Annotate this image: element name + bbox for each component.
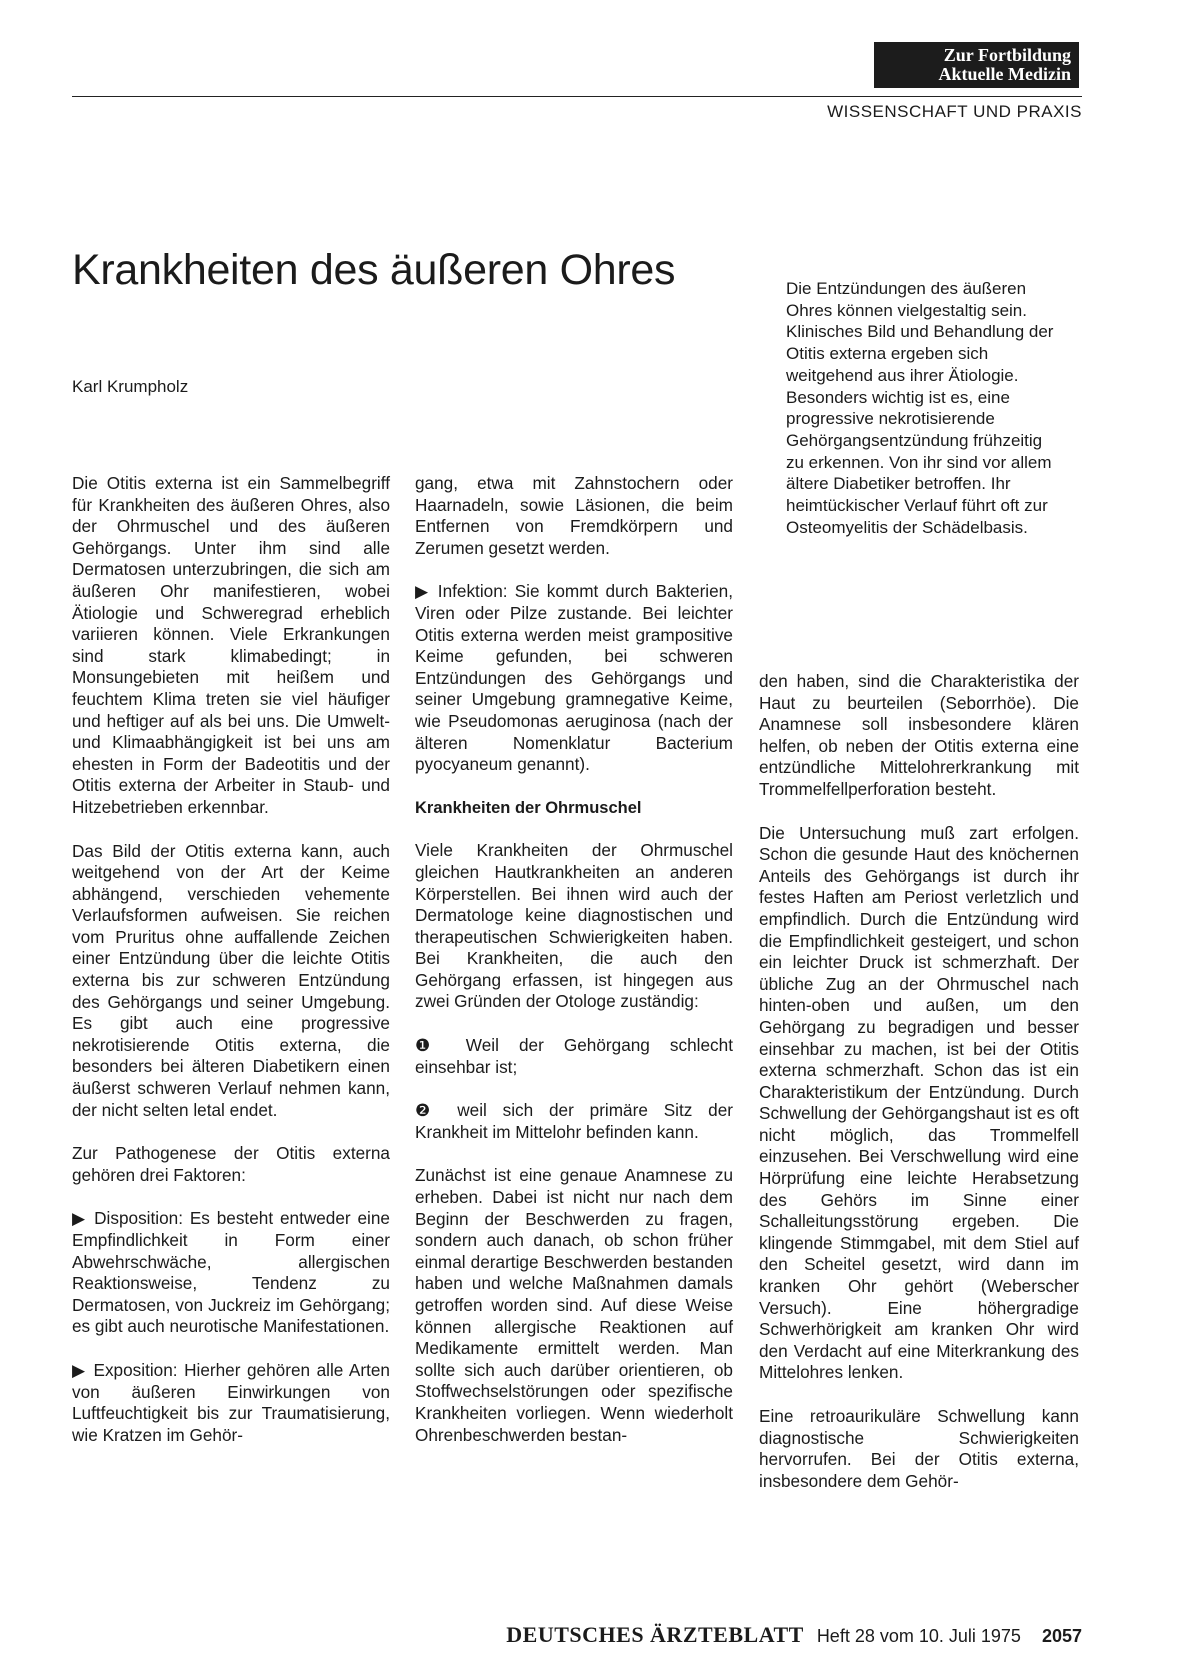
paragraph-text: Exposition: Hierher gehören alle Arten von äußeren Einwirkungen von Luftfeuchtigkeit bis zur Traumatisierung, wie Kratzen im Gehör- <box>72 1359 390 1445</box>
magazine-name: DEUTSCHES ÄRZTEBLATT <box>506 1622 804 1647</box>
text-column-2 <box>415 473 733 1468</box>
list-item-text: weil sich der primäre Sitz der Krankheit im Mittelohr befinden kann. <box>415 1100 733 1142</box>
list-item <box>415 1100 733 1143</box>
text-column-1 <box>72 473 390 1468</box>
list-item <box>415 1035 733 1078</box>
paragraph <box>72 1360 390 1446</box>
badge-line-1: Zur Fortbildung <box>943 45 1071 65</box>
paragraph: Zunächst ist eine genaue Anamnese zu erheben. Dabei ist nicht nur nach dem Beginn der Beschwerden zu fragen, sondern auch danach, ob schon früher einmal derartige Beschwerden bestanden haben und welche Maßnahmen damals getroffen worden sind. Auf diese Weise können allergische Reaktionen auf Medikamente ermittelt werden. Man sollte sich auch darüber orientieren, ob Stoffwechselstörungen oder spezifische Krankheiten vorliegen. Wenn wiederholt Ohrenbeschwerden bestan- <box>415 1165 733 1445</box>
text-column-3 <box>759 671 1079 1514</box>
number-one-icon: ❶ <box>415 1035 446 1056</box>
paragraph: gang, etwa mit Zahnstochern oder Haarnadeln, sowie Läsionen, die beim Entfernen von Fremdkörpern und Zerumen gesetzt werden. <box>415 473 733 558</box>
rubric-badge <box>874 42 1079 88</box>
paragraph <box>415 581 733 775</box>
paragraph-text: Disposition: Es besteht entweder eine Empfindlichkeit in Form einer Abwehrschwäche, allergischen Reaktionsweise, Tendenz zu Dermatosen, von Juckreiz im Gehörgang; es gibt auch neurotische Manifestationen. <box>72 1208 390 1337</box>
page-number: 2057 <box>1041 1626 1082 1646</box>
issue-info: Heft 28 vom 10. Juli 1975 <box>816 1626 1021 1646</box>
triangle-bullet-icon: ▶ <box>415 581 431 602</box>
paragraph: Die Untersuchung muß zart erfolgen. Schon die gesunde Haut des knöchernen Anteils des Gehörgangs ist durch ihr festes Haften am Periost verletzlich und empfindlich. Durch die Entzündung wird die Empfindlichkeit gesteigert, und schon ein leichter Druck ist schmerzhaft. Der übliche Zug an der Ohrmuschel nach hinten-oben und außen, um den Gehörgang zu begradigen und besser einsehbar zu machen, ist bei der Otitis externa schmerzhaft. Schon das ist ein Charakteristikum der Entzündung. Durch Schwellung der Gehörgangshaut ist es oft nicht möglich, das Trommelfell einzusehen. Bei Verschwellung wird eine Hörprüfung eine leichte Herabsetzung des Gehörs im Sinne einer Schalleitungsstörung ergeben. Die klingende Stimmgabel, mit dem Stiel auf den Scheitel gesetzt, wird dann im kranken Ohr gehört (Weberscher Versuch). Eine höhergradige Schwerhörigkeit am kranken Ohr wird den Verdacht auf eine Miterkrankung des Mittelohres lenken. <box>759 822 1079 1383</box>
paragraph: Das Bild der Otitis externa kann, auch weitgehend von der Art der Keime abhängend, verschieden vehemente Verlaufsformen aufweisen. Sie reichen vom Pruritus ohne auffallende Zeichen einer Entzündung über die leichte Otitis externa bis zur schweren Entzündung des Gehörgangs und seiner Umgebung. Es gibt auch eine progressive nekrotisierende Otitis externa, die besonders bei älteren Diabetikern einen äußerst schweren Verlauf nehmen kann, der nicht selten letal endet. <box>72 840 390 1120</box>
paragraph: Viele Krankheiten der Ohrmuschel gleichen Hautkrankheiten an anderen Körperstellen. Bei ihnen wird auch der Dermatologe keine diagnostischen und therapeutischen Schwierigkeiten haben. Bei Krankheiten, die auch den Gehörgang erfassen, ist hingegen aus zwei Gründen der Otologe zuständig: <box>415 840 733 1012</box>
article-author: Karl Krumpholz <box>72 377 189 396</box>
list-item-text: Weil der Gehörgang schlecht einsehbar ist; <box>415 1035 733 1077</box>
section-label: WISSENSCHAFT UND PRAXIS <box>827 102 1082 121</box>
article-title: Krankheiten des äußeren Ohres <box>72 246 676 294</box>
paragraph-text: Infektion: Sie kommt durch Bakterien, Viren oder Pilze zustande. Bei leichter Otitis externa werden meist grampositive Keime gefunden, bei schweren Entzündungen des Gehörgangs und seiner Umgebung gramnegative Keime, wie Pseudomonas aeruginosa (nach der älteren Nomenklatur Bacterium pyocyaneum genannt). <box>415 581 734 775</box>
badge-line-2: Aktuelle Medizin <box>938 64 1071 84</box>
triangle-bullet-icon: ▶ <box>72 1359 87 1380</box>
paragraph <box>72 1208 390 1338</box>
subheading: Krankheiten der Ohrmuschel <box>415 798 642 817</box>
header-rule <box>72 96 1082 97</box>
number-two-icon: ❷ <box>415 1100 442 1121</box>
paragraph: Die Otitis externa ist ein Sammelbegriff für Krankheiten des äußeren Ohres, also der Ohrmuschel und des äußeren Gehörgangs. Unter ihm sind alle Dermatosen unterzubringen, die sich am äußeren Ohr manifestieren, wobei Ätiologie und Schweregrad erheblich variieren können. Viele Erkrankungen sind stark klimabedingt; in Monsungebieten mit heißem und feuchtem Klima treten sie viel häufiger und heftiger auf als bei uns. Die Umwelt- und Klimaabhängigkeit ist bei uns am ehesten in Form der Badeotitis und der Otitis externa der Arbeiter in Staub- und Hitzebetrieben erkennbar. <box>72 473 390 817</box>
page-footer <box>506 1622 1082 1648</box>
paragraph: Eine retroaurikuläre Schwellung kann diagnostische Schwierigkeiten hervorrufen. Bei der Otitis externa, insbesondere dem Gehör- <box>759 1406 1079 1491</box>
paragraph: den haben, sind die Charakteristika der Haut zu beurteilen (Seborrhöe). Die Anamnese soll insbesondere klären helfen, ob neben der Otitis externa eine entzündliche Mittelohrerkrankung mit Trommelfellperforation besteht. <box>759 671 1079 799</box>
paragraph: Zur Pathogenese der Otitis externa gehören drei Faktoren: <box>72 1143 390 1185</box>
triangle-bullet-icon: ▶ <box>72 1208 88 1229</box>
article-lead: Die Entzündungen des äußeren Ohres können vielgestaltig sein. Klinisches Bild und Behandlung der Otitis externa ergeben sich weitgehend aus ihrer Ätiologie. Besonders wichtig ist es, eine progressive nekrotisierende Gehörgangsentzündung frühzeitig zu erkennen. Von ihr sind vor allem ältere Diabetiker betroffen. Ihr heimtückischer Verlauf führt oft zur Osteomyelitis der Schädelbasis. <box>786 279 1054 537</box>
